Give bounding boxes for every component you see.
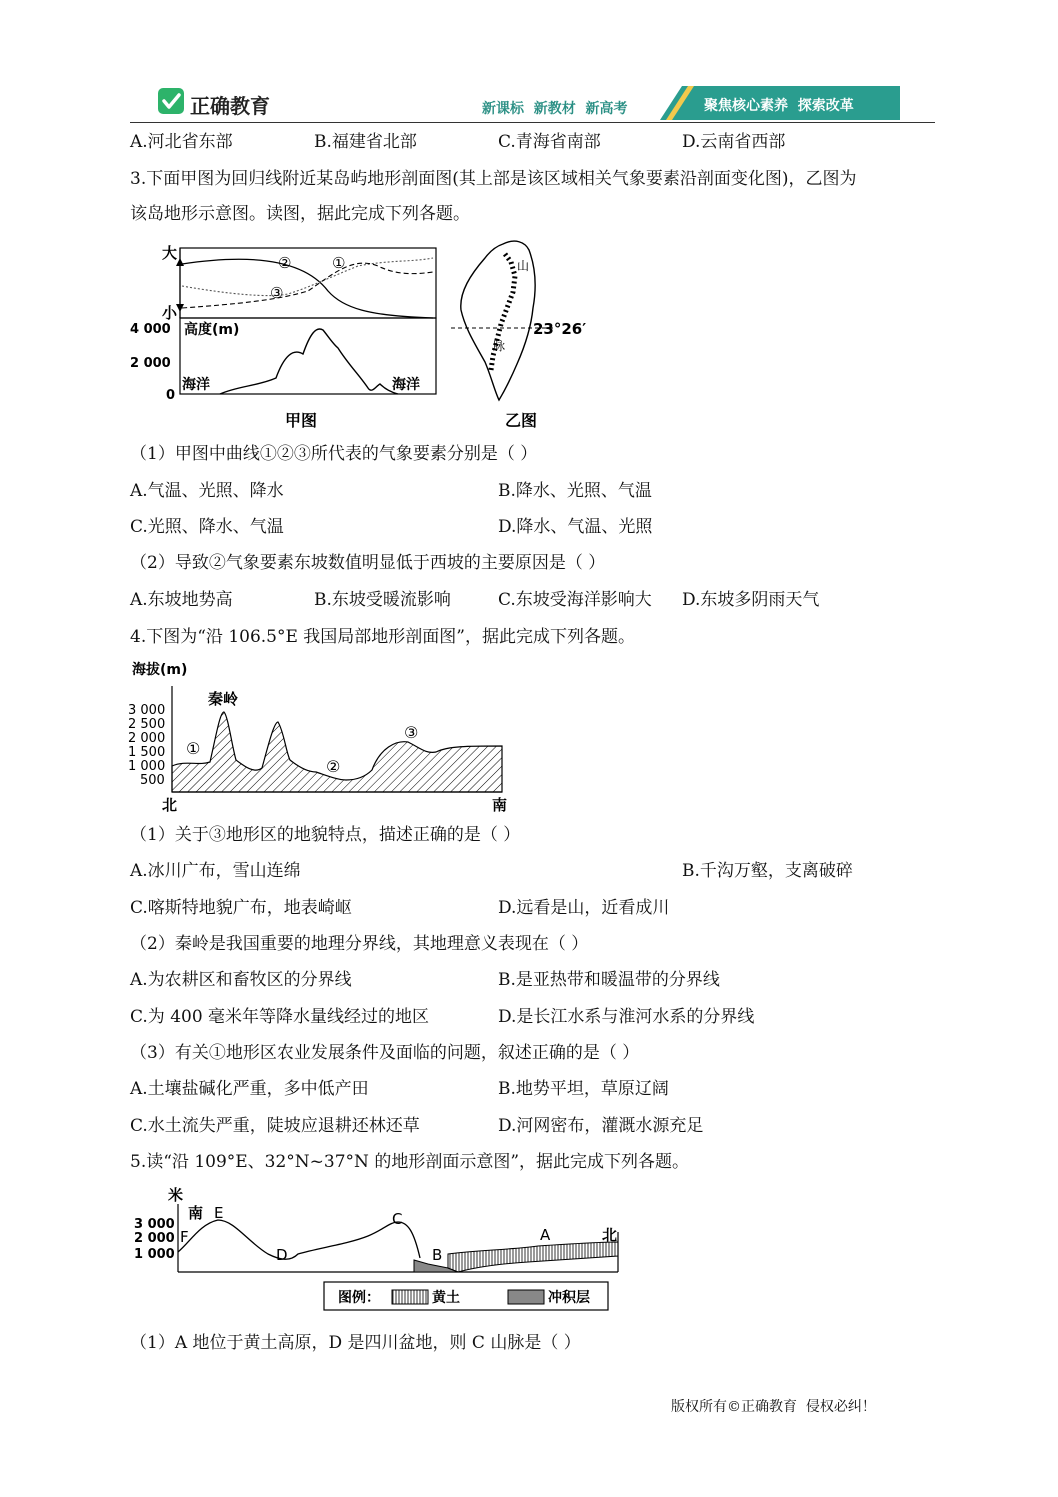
- q2-option-a: A.河北省东部: [130, 132, 233, 152]
- terrain-profile: [220, 329, 398, 394]
- q3-2-option-b: B.东坡受暖流影响: [314, 590, 451, 610]
- fig1-y-small: 小: [162, 304, 178, 322]
- figure-yi: [445, 236, 615, 436]
- legend-loess-label: 黄土: [432, 1290, 460, 1306]
- fig1-tick-0: 0: [166, 388, 176, 403]
- fig3-ylabel: 海拔(m): [132, 662, 188, 678]
- legend-title: 图例：: [338, 1290, 380, 1306]
- curve-2-sunshine: [182, 259, 433, 318]
- fig3-region-1: ①: [186, 739, 201, 758]
- q3-1-option-a: A.气温、光照、降水: [130, 481, 284, 501]
- fig3-north: 北: [162, 796, 178, 814]
- fig3-tick-1000: 1 000: [128, 759, 166, 774]
- fig1-caption: 甲图: [285, 411, 318, 430]
- fig1-curve-1-label: ①: [332, 254, 346, 272]
- q4-3-question: （3）有关①地形区农业发展条件及面临的问题，叙述正确的是（ ）: [130, 1043, 640, 1063]
- fig4-point-D: D: [276, 1246, 288, 1264]
- q4-2-option-c: C.为 400 毫米年等降水量线经过的地区: [130, 1007, 430, 1027]
- curve-3-temperature: [182, 258, 433, 296]
- q4-1-option-c: C.喀斯特地貌广布，地表崎岖: [130, 898, 352, 918]
- fig1-ocean-right: 海洋: [392, 377, 420, 393]
- fig1-ocean-left: 海洋: [182, 377, 210, 393]
- q3-1-question: （1）甲图中曲线①②③所代表的气象要素分别是（ ）: [130, 444, 538, 464]
- figure-106e-profile: [128, 656, 518, 814]
- fig2-caption: 乙图: [505, 411, 538, 430]
- fig4-point-F: F: [180, 1228, 189, 1246]
- fig4-south: 南: [188, 1204, 204, 1222]
- q3-stem-line-2: 该岛地形示意图。读图，据此完成下列各题。: [130, 204, 470, 224]
- q4-3-option-b: B.地势平坦，草原辽阔: [498, 1079, 669, 1099]
- q3-1-option-b: B.降水、光照、气温: [498, 481, 652, 501]
- q3-2-option-a: A.东坡地势高: [130, 590, 233, 610]
- fig4-point-A: A: [540, 1226, 551, 1244]
- header-tagline: 新课标 新教材 新高考: [482, 101, 628, 117]
- figure-jia: [128, 236, 448, 436]
- q4-1-option-d: D.远看是山，近看成川: [498, 898, 670, 918]
- curve-1-precipitation: [182, 263, 433, 308]
- fig1-height-label: 高度(m): [184, 322, 240, 338]
- fig3-tick-2500: 2 500: [128, 717, 166, 732]
- fig1-curve-2-label: ②: [278, 254, 292, 272]
- q4-1-option-a: A.冰川广布，雪山连绵: [130, 861, 301, 881]
- q5-stem: 5.读“沿 109°E、32°N~37°N 的地形剖面示意图”，据此完成下列各题。: [130, 1152, 690, 1172]
- fig4-north: 北: [602, 1226, 618, 1244]
- q2-option-d: D.云南省西部: [682, 132, 786, 152]
- legend-alluvium-swatch: [508, 1290, 544, 1304]
- fig2-latitude-label: 23°26′: [533, 320, 587, 338]
- q3-stem-line-1: 3.下面甲图为回归线附近某岛屿地形剖面图(其上部是该区域相关气象要素沿剖面变化图)，乙图为: [130, 169, 857, 189]
- q4-1-option-b: B.千沟万壑，支离破碎: [682, 861, 853, 881]
- fig4-ylabel: 米: [168, 1186, 184, 1204]
- fig2-mountain-char-2: 脉: [493, 339, 506, 353]
- fig3-tick-500: 500: [140, 773, 165, 788]
- q4-2-option-b: B.是亚热带和暖温带的分界线: [498, 970, 720, 990]
- q3-2-question: （2）导致②气象要素东坡数值明显低于西坡的主要原因是（ ）: [130, 553, 606, 573]
- q4-3-option-d: D.河网密布，灌溉水源充足: [498, 1116, 704, 1136]
- logo-text: 正确教育: [190, 94, 270, 118]
- copyright-footer: 版权所有©正确教育 侵权必纠！: [671, 1399, 876, 1415]
- q4-3-option-c: C.水土流失严重，陡坡应退耕还林还草: [130, 1116, 420, 1136]
- fig3-tick-1500: 1 500: [128, 745, 166, 760]
- fig4-point-B: B: [432, 1246, 443, 1264]
- q3-1-option-d: D.降水、气温、光照: [498, 517, 653, 537]
- q4-2-option-a: A.为农耕区和畜牧区的分界线: [130, 970, 352, 990]
- q3-2-option-d: D.东坡多阴雨天气: [682, 590, 820, 610]
- q4-2-question: （2）秦岭是我国重要的地理分界线，其地理意义表现在（ ）: [130, 934, 589, 954]
- fig4-point-E: E: [214, 1204, 224, 1222]
- fig3-south: 南: [492, 796, 508, 814]
- fig1-curve-3-label: ③: [270, 284, 284, 302]
- q5-1-question: （1）A 地位于黄土高原，D 是四川盆地，则 C 山脉是（ ）: [130, 1333, 581, 1353]
- q2-option-c: C.青海省南部: [498, 132, 601, 152]
- q4-1-question: （1）关于③地形区的地貌特点，描述正确的是（ ）: [130, 825, 521, 845]
- fig3-tick-3000: 3 000: [128, 703, 166, 718]
- check-logo-icon: [158, 88, 184, 114]
- fig2-mountain-char-1: 山: [517, 259, 530, 273]
- fig1-y-big: 大: [162, 244, 178, 262]
- fig4-tick-3000: 3 000: [134, 1217, 175, 1232]
- page-header: [130, 86, 935, 126]
- terrain-hatched: [172, 712, 502, 792]
- fig3-region-3: ③: [404, 723, 419, 742]
- header-banner: [660, 86, 900, 120]
- fig4-tick-1000: 1 000: [134, 1247, 175, 1262]
- header-rule: [130, 122, 935, 123]
- legend-alluvium-label: 冲积层: [548, 1290, 590, 1306]
- loess-layer: [448, 1242, 618, 1272]
- profile-line: [178, 1220, 420, 1259]
- fig1-tick-2000: 2 000: [130, 356, 171, 371]
- fig3-region-2: ②: [326, 757, 341, 776]
- q3-1-option-c: C.光照、降水、气温: [130, 517, 284, 537]
- q4-2-option-d: D.是长江水系与淮河水系的分界线: [498, 1007, 755, 1027]
- q2-option-b: B.福建省北部: [314, 132, 417, 152]
- fig1-tick-4000: 4 000: [130, 322, 171, 337]
- header-banner-text: 聚焦核心素养 探索改革: [704, 98, 854, 114]
- q3-2-option-c: C.东坡受海洋影响大: [498, 590, 652, 610]
- fig4-tick-2000: 2 000: [134, 1231, 175, 1246]
- legend-loess-swatch: [392, 1290, 428, 1304]
- figure-109e-profile: [128, 1184, 628, 1314]
- fig3-tick-2000: 2 000: [128, 731, 166, 746]
- q4-3-option-a: A.土壤盐碱化严重，多中低产田: [130, 1079, 369, 1099]
- q4-stem: 4.下图为“沿 106.5°E 我国局部地形剖面图”，据此完成下列各题。: [130, 627, 635, 647]
- fig3-qinling-label: 秦岭: [208, 690, 239, 708]
- fig4-point-C: C: [392, 1210, 403, 1228]
